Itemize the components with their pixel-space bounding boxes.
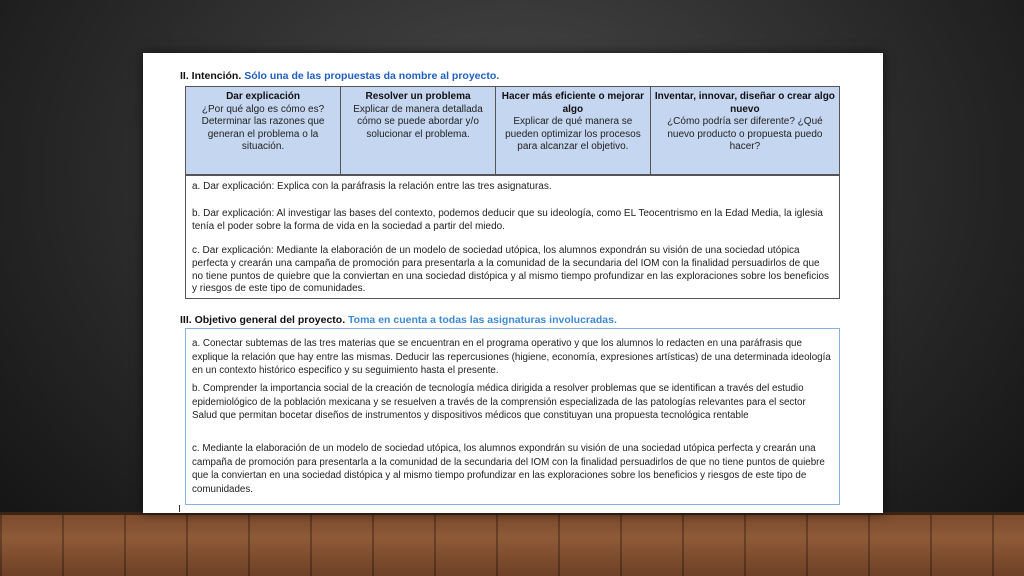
- section2-subtitle: Sólo una de las propuestas da nombre al proyecto.: [244, 70, 500, 82]
- section3-heading: [180, 314, 617, 326]
- intent-cell-body: ¿Por qué algo es cómo es? Determinar las razones que generan el problema o la situación.: [201, 103, 325, 152]
- objectives-box: [185, 328, 840, 505]
- intent-table: [185, 86, 840, 176]
- intent-cell-title: Inventar, innovar, diseñar o crear algo nuevo: [654, 91, 835, 115]
- intent-cell-title: Hacer más eficiente o mejorar algo: [501, 91, 645, 115]
- intent-cell-explain: [186, 87, 341, 176]
- intent-cell-body: Explicar de manera detallada cómo se puede abordar y/o solucionar el problema.: [353, 103, 483, 140]
- section3-subtitle: Toma en cuenta a todas las asignaturas involucradas.: [348, 314, 617, 326]
- intent-cell-solve: [341, 87, 496, 176]
- intent-cell-title: Resolver un problema: [365, 91, 471, 102]
- intent-table-row: [186, 87, 840, 176]
- objective-a: a. Conectar subtemas de las tres materias que se encuentran en el programa operativo y que los alumnos lo redacten en una paráfrasis que explique la relación que hay entre las mismas. Deducir las repercusiones (higiene, economía, expresiones artísticas) de una determinada ideología en un contexto histórico especifico y su seguimiento hasta el presente.: [192, 338, 831, 377]
- section2-heading: [180, 70, 499, 82]
- intent-cell-body: Explicar de qué manera se pueden optimizar los procesos para alcanzar el objetivo.: [505, 116, 641, 152]
- section3-title: III. Objetivo general del proyecto.: [180, 314, 346, 326]
- intent-answers-box: [185, 174, 840, 299]
- intent-cell-improve: [495, 87, 650, 176]
- intent-answer-c: c. Dar explicación: Mediante la elaboración de un modelo de sociedad utópica, los alumnos expondrán su visión de una sociedad utópica perfecta y crearán una campaña de promoción para presentarla a la comunidad de la secundaria del IOM con la finalidad persuadirlos de que no tiene puntos de quiebre que la conviertan en una sociedad distópica y al mismo tiempo profundizar en las exploraciones sobre los beneficios y riesgos de este tipo de comunidades.: [192, 245, 830, 295]
- document-page: [143, 53, 883, 513]
- intent-cell-innovate: [650, 87, 839, 176]
- objective-b: b. Comprender la importancia social de la creación de tecnología médica dirigida a resolver problemas que se identifican a través del estudio epidemiológico de la población mexicana y se resuelven a través de la comprensión especializada de las patologías relevantes para el sector Salud que permitan bocetar diseños de instrumentos y dispositivos médicos que constituyan una propuesta tecnológica rentable: [192, 383, 806, 422]
- intent-cell-title: Dar explicación: [226, 91, 300, 102]
- text-cursor: [179, 505, 180, 512]
- objective-c: c. Mediante la elaboración de un modelo de sociedad utópica, los alumnos expondrán su visión de una sociedad utópica perfecta y crearán una campaña de promoción para presentarla a la comunidad de la secundaria del IOM con la finalidad persuadirlos de que no tiene puntos de quiebre que la conviertan en una sociedad distópica y al mismo tiempo profundizar en las exploraciones sobre los beneficios y riesgos de este tipo de comunidades.: [192, 443, 825, 495]
- intent-cell-body: ¿Cómo podría ser diferente? ¿Qué nuevo producto o propuesta puedo hacer?: [667, 116, 823, 152]
- intent-answer-a: a. Dar explicación: Explica con la paráfrasis la relación entre las tres asignaturas.: [192, 181, 552, 192]
- intent-answer-b: b. Dar explicación: Al investigar las bases del contexto, podemos deducir que su ideología, como EL Teocentrismo en la Edad Media, la iglesia tenía el poder sobre la forma de vida en la sociedad a partir del miedo.: [192, 208, 823, 232]
- wooden-floor: [0, 512, 1024, 576]
- section2-title: II. Intención.: [180, 70, 242, 82]
